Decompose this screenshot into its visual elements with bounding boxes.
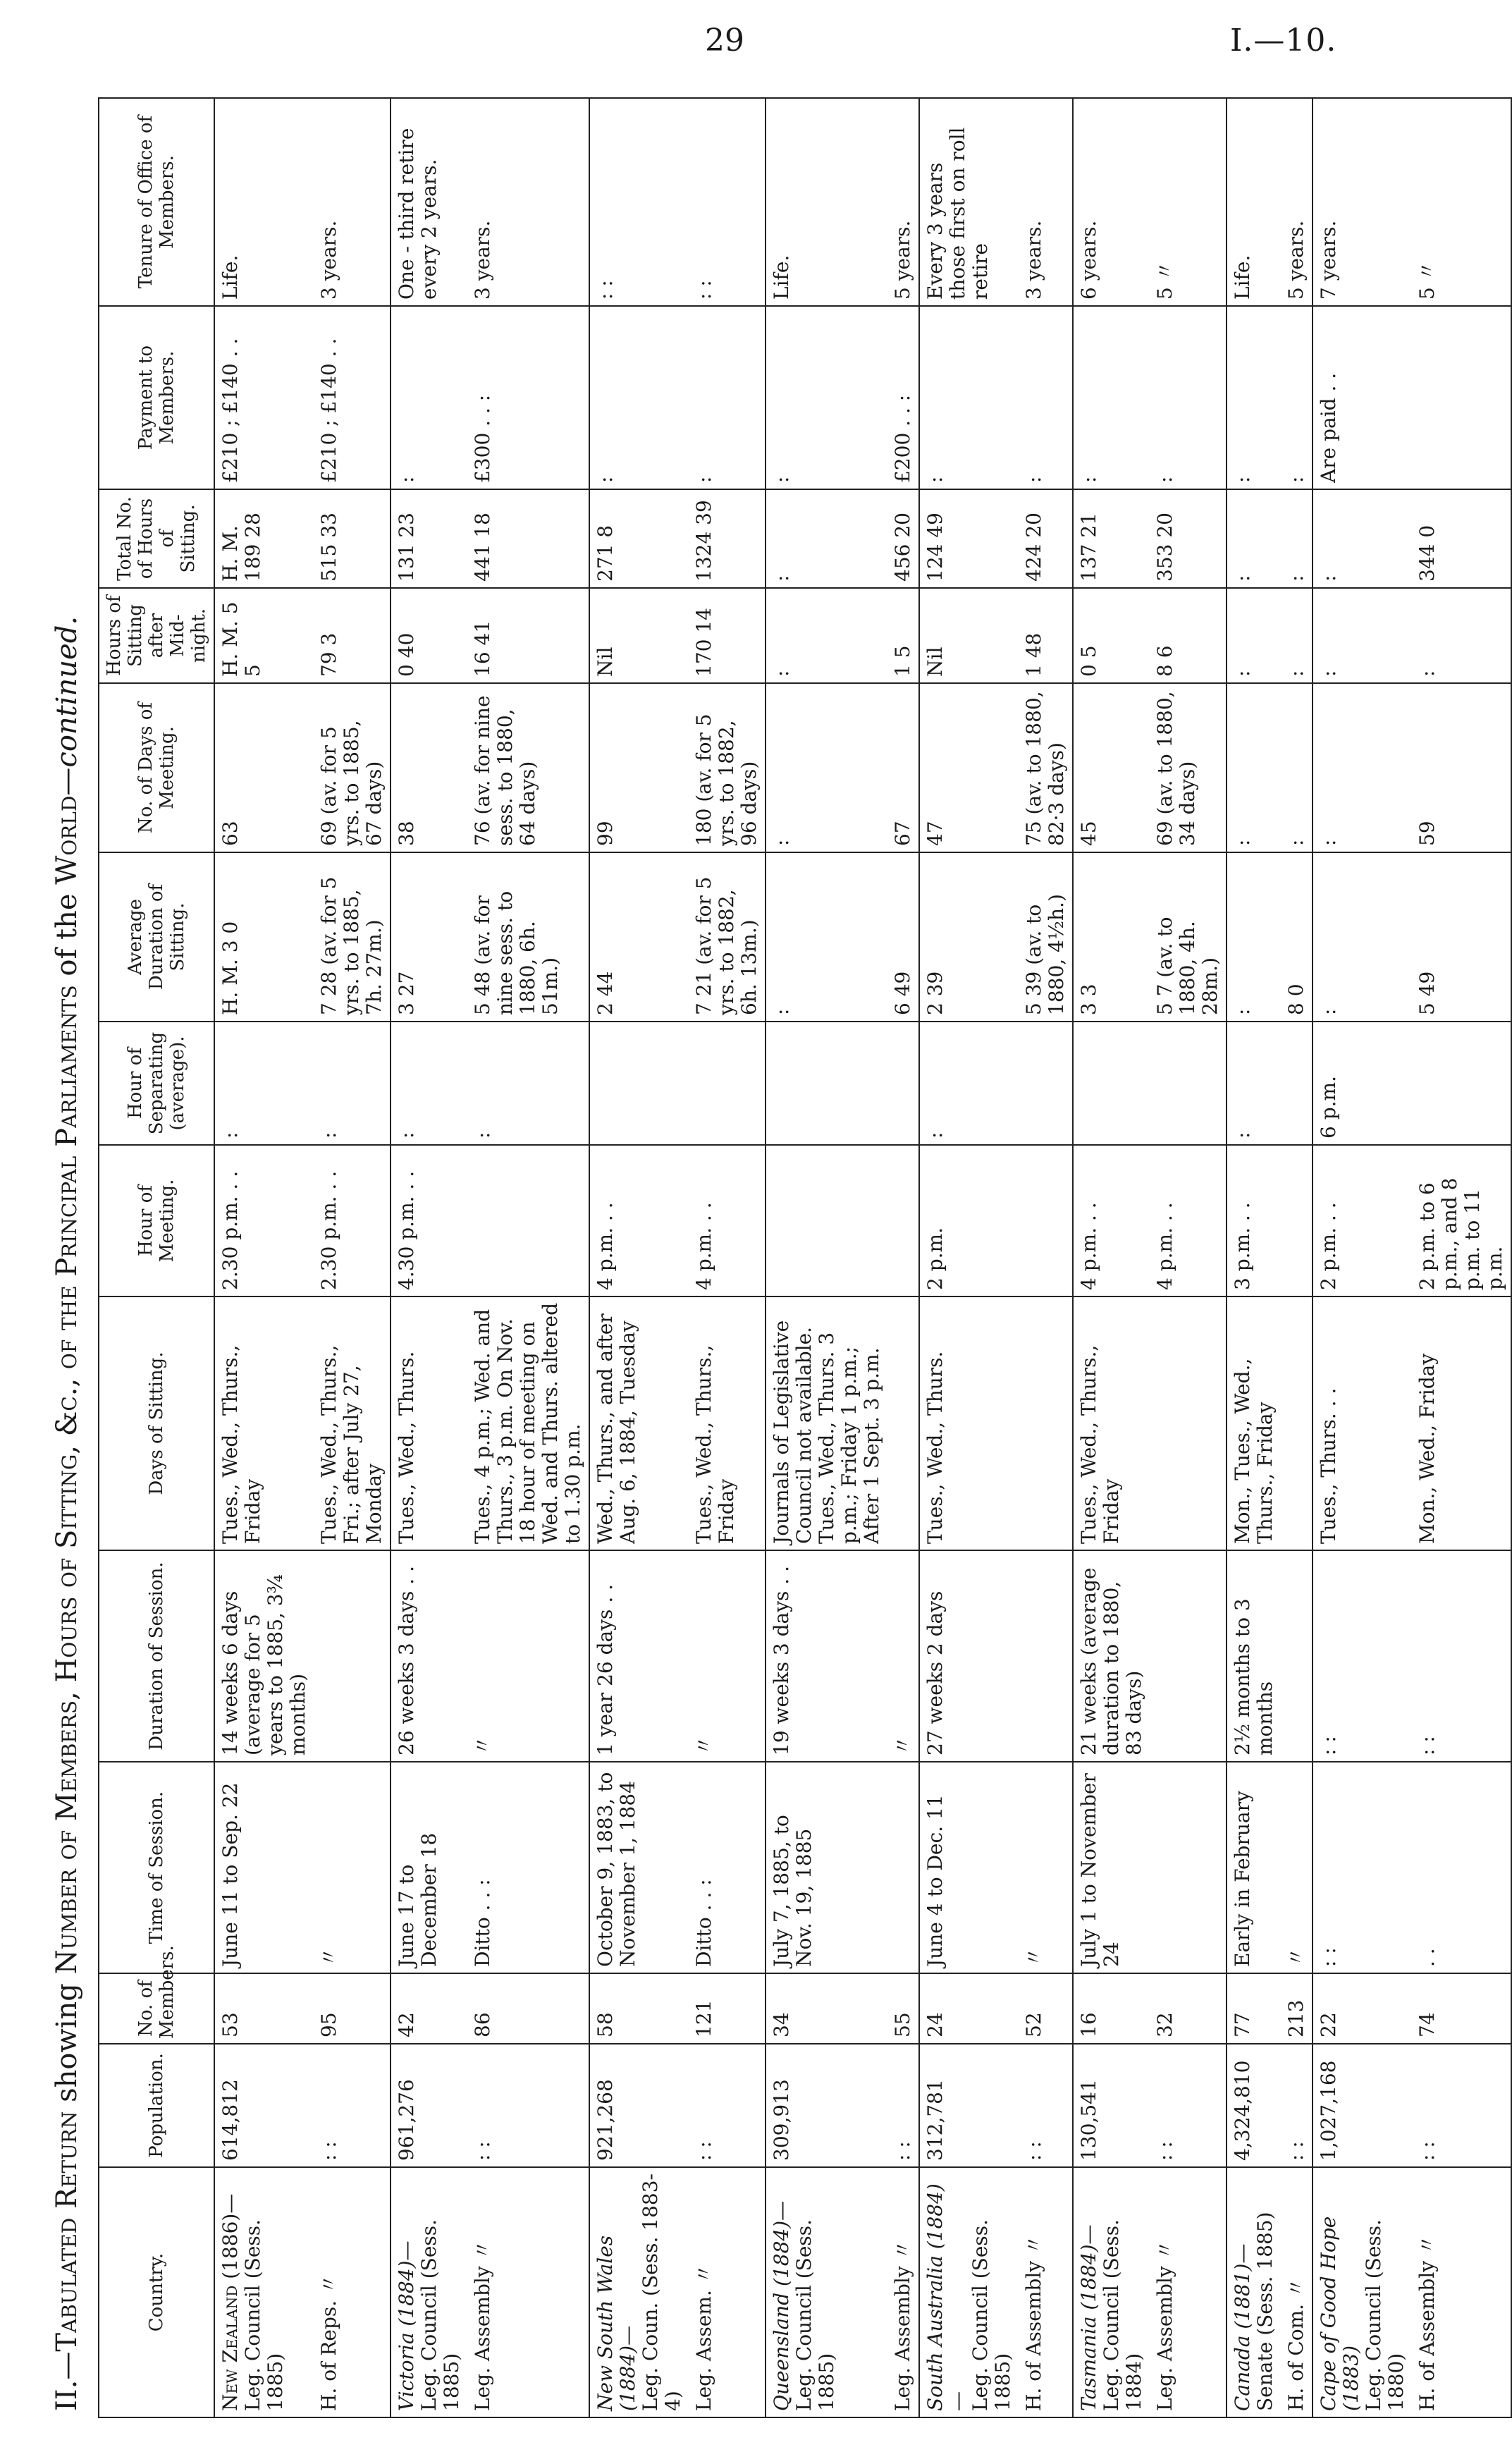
cell-total: 271 8 — [589, 489, 689, 588]
cell-duration — [1281, 1550, 1313, 1762]
table-row — [467, 98, 589, 2417]
cell-days: Mon., Wed., Friday — [1412, 1296, 1511, 1550]
cell-chamber — [1019, 2167, 1073, 2417]
cell-time: 〃 — [1019, 1762, 1073, 1973]
population-value: 1,027,168 — [1317, 2060, 1340, 2161]
cell-tenure: 3 years. — [1019, 98, 1073, 306]
cell-pay: : — [1227, 306, 1281, 489]
cell-pop — [1227, 2044, 1281, 2167]
cell-time — [887, 1762, 919, 1973]
table-row — [1073, 98, 1150, 2417]
cell-separating — [1073, 1022, 1150, 1145]
cell-members: 55 — [887, 1973, 919, 2044]
country-name: South Australia (1884)— — [923, 2183, 969, 2411]
cell-tenure: 5 〃 — [1150, 98, 1227, 306]
cell-after: H. M. 5 5 — [214, 588, 314, 683]
cell-days: Tues., Wed., Thurs., Friday — [1073, 1296, 1150, 1550]
cell-tenure: One - third retire every 2 years. — [391, 98, 467, 306]
cell-ndays: 63 — [214, 683, 314, 852]
cell-tenure: Life. — [214, 98, 314, 306]
cell-members: 53 — [214, 1973, 314, 2044]
cell-total: 424 20 — [1019, 489, 1073, 588]
cell-pop: : : — [1281, 2044, 1313, 2167]
cell-ndays: : — [1227, 683, 1281, 852]
cell-pop — [589, 2044, 689, 2167]
population-value: 4,324,810 — [1231, 2060, 1254, 2161]
col-hour-meeting: Hour of Meeting. — [99, 1145, 214, 1296]
cell-meeting: 4 p.m. . . — [1073, 1145, 1150, 1296]
population-value: 309,913 — [770, 2079, 793, 2161]
col-days-meeting: No. of Days of Meeting. — [99, 683, 214, 852]
cell-ndays: : — [1281, 683, 1313, 852]
chamber-name: Leg. Council (Sess. 1885) — [241, 2219, 287, 2411]
cell-days — [887, 1296, 919, 1550]
cell-duration: 14 weeks 6 days (average for 5 years to 1885, 3¾ months) — [214, 1550, 314, 1762]
cell-chamber — [689, 2167, 766, 2417]
cell-chamber — [391, 2167, 467, 2417]
table-title: II.—Tabulated Return showing Number of Members, Hours of Sitting, &c., of the Principal Parliaments of the World—continued. — [51, 615, 83, 2411]
cell-members: 74 — [1412, 1973, 1511, 2044]
country-name: Queensland (1884)— — [770, 2200, 793, 2411]
document-reference: I.—10. — [1230, 23, 1337, 59]
cell-after: 0 40 — [391, 588, 467, 683]
cell-avg: : — [1227, 852, 1281, 1022]
header-row — [99, 98, 214, 2417]
table-row — [1313, 98, 1412, 2417]
cell-members: 24 — [919, 1973, 1019, 2044]
cell-after: Nil — [589, 588, 689, 683]
cell-separating — [1281, 1022, 1313, 1145]
cell-ndays: 67 — [887, 683, 919, 852]
cell-chamber — [1412, 2167, 1511, 2417]
cell-ndays: 47 — [919, 683, 1019, 852]
cell-chamber — [589, 2167, 689, 2417]
cell-days — [1150, 1296, 1227, 1550]
cell-days — [1019, 1296, 1073, 1550]
cell-separating: 6 p.m. — [1313, 1022, 1412, 1145]
cell-duration — [1150, 1550, 1227, 1762]
cell-days: Tues., Wed., Thurs., Fri.; after July 27, Monday — [314, 1296, 391, 1550]
chamber-name: H. of Reps. 〃 — [317, 2274, 340, 2411]
cell-meeting — [467, 1145, 589, 1296]
cell-ndays: 69 (av. to 1880, 34 days) — [1150, 683, 1227, 852]
chamber-name: Leg. Assembly 〃 — [1153, 2240, 1176, 2411]
col-after-midnight: Hours of Sitting after Mid-night. — [99, 588, 214, 683]
cell-members: 95 — [314, 1973, 391, 2044]
cell-pop: : : — [314, 2044, 391, 2167]
parliaments-table — [98, 97, 1512, 2418]
cell-chamber — [1150, 2167, 1227, 2417]
cell-after: 1 5 — [887, 588, 919, 683]
table-row — [589, 98, 689, 2417]
cell-meeting: 4.30 p.m. . . — [391, 1145, 467, 1296]
table-row — [1281, 98, 1313, 2417]
chamber-name: Leg. Assem. 〃 — [692, 2264, 715, 2411]
cell-after: 170 14 — [689, 588, 766, 683]
cell-meeting: 2.30 p.m. . . — [214, 1145, 314, 1296]
rotated-table-region — [39, 99, 1506, 2418]
cell-avg: 3 27 — [391, 852, 467, 1022]
country-name: New Zealand (1886)— — [219, 2193, 242, 2411]
cell-separating — [766, 1022, 887, 1145]
cell-pop — [919, 2044, 1019, 2167]
cell-duration: 19 weeks 3 days . . — [766, 1550, 887, 1762]
table-body — [214, 98, 1511, 2417]
population-value: 312,781 — [923, 2079, 947, 2161]
chamber-name: Senate (Sess. 1885) — [1253, 2212, 1277, 2411]
chamber-name: Leg. Council (Sess. 1885) — [792, 2219, 838, 2411]
cell-tenure: 7 years. — [1313, 98, 1412, 306]
col-time-of-session: Time of Session. — [99, 1762, 214, 1973]
cell-separating: : — [1227, 1022, 1281, 1145]
cell-pay: £210 ; £140 . . — [314, 306, 391, 489]
cell-chamber — [766, 2167, 887, 2417]
cell-avg: 8 0 — [1281, 852, 1313, 1022]
cell-after: 8 6 — [1150, 588, 1227, 683]
cell-members: 58 — [589, 1973, 689, 2044]
cell-meeting: 2 p.m. . . — [1313, 1145, 1412, 1296]
cell-ndays: 38 — [391, 683, 467, 852]
cell-separating — [589, 1022, 689, 1145]
cell-after: 79 3 — [314, 588, 391, 683]
cell-meeting: 4 p.m. . . — [589, 1145, 689, 1296]
cell-time: 〃 — [314, 1762, 391, 1973]
cell-avg: : — [766, 852, 887, 1022]
cell-total: 456 20 — [887, 489, 919, 588]
cell-separating — [1150, 1022, 1227, 1145]
cell-after: : — [1313, 588, 1412, 683]
cell-time: June 4 to Dec. 11 — [919, 1762, 1019, 1973]
cell-duration — [1019, 1550, 1073, 1762]
cell-tenure: 3 years. — [467, 98, 589, 306]
col-days-of-sitting: Days of Sitting. — [99, 1296, 214, 1550]
col-population: Population. — [99, 2044, 214, 2167]
cell-pop — [1073, 2044, 1150, 2167]
cell-total: 441 18 — [467, 489, 589, 588]
cell-avg: 5 48 (av. for nine sess. to 1880, 6h. 51m.) — [467, 852, 589, 1022]
cell-tenure: 5 years. — [887, 98, 919, 306]
cell-after: : — [1412, 588, 1511, 683]
page-number: 29 — [705, 23, 744, 59]
cell-pay: : — [766, 306, 887, 489]
cell-meeting — [1019, 1145, 1073, 1296]
cell-pay: : — [1281, 306, 1313, 489]
cell-members: 22 — [1313, 1973, 1412, 2044]
cell-time: : : — [1313, 1762, 1412, 1973]
cell-time: July 7, 1885, to Nov. 19, 1885 — [766, 1762, 887, 1973]
table-row — [1412, 98, 1511, 2417]
cell-pop — [391, 2044, 467, 2167]
cell-separating: : — [214, 1022, 314, 1145]
cell-time: Ditto . . : — [467, 1762, 589, 1973]
cell-tenure: Life. — [766, 98, 887, 306]
cell-meeting: 2 p.m. to 6 p.m., and 8 p.m. to 11 p.m. — [1412, 1145, 1511, 1296]
page-header — [0, 0, 1490, 78]
cell-tenure: 5 〃 — [1412, 98, 1511, 306]
cell-duration: 21 weeks (average duration to 1880, 83 days) — [1073, 1550, 1150, 1762]
cell-pop: : : — [689, 2044, 766, 2167]
col-hour-separating: Hour of Separating (average). — [99, 1022, 214, 1145]
cell-total: 137 21 — [1073, 489, 1150, 588]
population-value: 961,276 — [395, 2079, 418, 2161]
cell-total: : — [1227, 489, 1281, 588]
table-row — [391, 98, 467, 2417]
cell-avg: 3 3 — [1073, 852, 1150, 1022]
cell-duration: 26 weeks 3 days . . — [391, 1550, 467, 1762]
cell-days — [1281, 1296, 1313, 1550]
cell-members: 42 — [391, 1973, 467, 2044]
chamber-name: Leg. Coun. (Sess. 1883-4) — [639, 2174, 684, 2411]
cell-duration: 2½ months to 3 months — [1227, 1550, 1281, 1762]
cell-duration: 1 year 26 days . . — [589, 1550, 689, 1762]
cell-pay — [1412, 306, 1511, 489]
cell-time: June 17 to December 18 — [391, 1762, 467, 1973]
cell-avg: 7 28 (av. for 5 yrs. to 1885, 7h. 27m.) — [314, 852, 391, 1022]
cell-days: Tues., Wed., Thurs. — [919, 1296, 1019, 1550]
table-row — [919, 98, 1019, 2417]
col-average-duration: Average Duration of Sitting. — [99, 852, 214, 1022]
cell-chamber — [919, 2167, 1019, 2417]
cell-avg: 2 44 — [589, 852, 689, 1022]
cell-days: Wed., Thurs., and after Aug. 6, 1884, Tuesday — [589, 1296, 689, 1550]
cell-ndays: 75 (av. to 1880, 82·3 days) — [1019, 683, 1073, 852]
cell-ndays: 59 — [1412, 683, 1511, 852]
cell-total: 124 49 — [919, 489, 1019, 588]
cell-ndays: : — [766, 683, 887, 852]
cell-ndays: 76 (av. for nine sess. to 1880, 64 days) — [467, 683, 589, 852]
cell-avg: 7 21 (av. for 5 yrs. to 1882, 6h. 13m.) — [689, 852, 766, 1022]
cell-members: 34 — [766, 1973, 887, 2044]
cell-separating — [1019, 1022, 1073, 1145]
cell-ndays: 45 — [1073, 683, 1150, 852]
cell-days: Tues., Wed., Thurs., Friday — [689, 1296, 766, 1550]
population-value: 921,268 — [594, 2079, 617, 2161]
cell-ndays: 180 (av. for 5 yrs. to 1882, 96 days) — [689, 683, 766, 852]
country-name: Tasmania (1884)— — [1077, 2224, 1100, 2411]
cell-pop — [214, 2044, 314, 2167]
cell-time: July 1 to November 24 — [1073, 1762, 1150, 1973]
cell-duration: 〃 — [689, 1550, 766, 1762]
cell-total: H. M. 189 28 — [214, 489, 314, 588]
cell-chamber — [1313, 2167, 1412, 2417]
cell-after: Nil — [919, 588, 1019, 683]
chamber-name: Leg. Assembly 〃 — [891, 2240, 914, 2411]
cell-days: Journals of Legislative Council not available. Tues., Wed., Thurs. 3 p.m.; Friday 1 p.m.; After 1 Sept. 3 p.m. — [766, 1296, 887, 1550]
cell-tenure: : : — [589, 98, 689, 306]
cell-after: 1 48 — [1019, 588, 1073, 683]
cell-chamber — [1073, 2167, 1150, 2417]
cell-tenure: : : — [689, 98, 766, 306]
table-row — [887, 98, 919, 2417]
cell-total: 515 33 — [314, 489, 391, 588]
cell-meeting: 4 p.m. . . — [689, 1145, 766, 1296]
rotated-content — [39, 99, 1506, 2418]
col-members: No. of Members. — [99, 1973, 214, 2044]
table-row — [1150, 98, 1227, 2417]
chamber-name: Leg. Council (Sess. 1884) — [1100, 2219, 1145, 2411]
cell-avg: 5 7 (av. to 1880, 4h. 28m.) — [1150, 852, 1227, 1022]
cell-pop: : : — [1150, 2044, 1227, 2167]
table-row — [689, 98, 766, 2417]
cell-tenure: 6 years. — [1073, 98, 1150, 306]
cell-separating: : — [919, 1022, 1019, 1145]
cell-meeting: 2 p.m. — [919, 1145, 1019, 1296]
cell-chamber — [467, 2167, 589, 2417]
cell-pay: Are paid . . — [1313, 306, 1412, 489]
table-row — [1019, 98, 1073, 2417]
cell-ndays: 69 (av. for 5 yrs. to 1885, 67 days) — [314, 683, 391, 852]
cell-pay: : — [589, 306, 689, 489]
cell-separating: : — [391, 1022, 467, 1145]
cell-meeting — [1281, 1145, 1313, 1296]
cell-members: 213 — [1281, 1973, 1313, 2044]
cell-pop: : : — [467, 2044, 589, 2167]
table-row — [214, 98, 314, 2417]
cell-chamber — [214, 2167, 314, 2417]
cell-time: 〃 — [1281, 1762, 1313, 1973]
cell-pay: £210 ; £140 . . — [214, 306, 314, 489]
cell-avg: 5 49 — [1412, 852, 1511, 1022]
cell-time — [1150, 1762, 1227, 1973]
cell-avg: 6 49 — [887, 852, 919, 1022]
cell-pop — [1313, 2044, 1412, 2167]
table-row — [314, 98, 391, 2417]
country-name: Canada (1881)— — [1231, 2243, 1254, 2411]
cell-meeting: 3 p.m. . . — [1227, 1145, 1281, 1296]
cell-duration: 〃 — [467, 1550, 589, 1762]
cell-after: 16 41 — [467, 588, 589, 683]
col-country: Country. — [99, 2167, 214, 2417]
chamber-name: Leg. Council (Sess. 1880) — [1362, 2219, 1408, 2411]
chamber-name: Leg. Council (Sess. 1885) — [417, 2219, 463, 2411]
cell-duration: 〃 — [887, 1550, 919, 1762]
cell-meeting: 2.30 p.m. . . — [314, 1145, 391, 1296]
cell-pay: : — [919, 306, 1019, 489]
cell-tenure: 3 years. — [314, 98, 391, 306]
cell-pop: : : — [1019, 2044, 1073, 2167]
cell-days: Mon., Tues., Wed., Thurs., Friday — [1227, 1296, 1281, 1550]
cell-total: : — [766, 489, 887, 588]
cell-total: : — [1281, 489, 1313, 588]
cell-pop: : : — [887, 2044, 919, 2167]
cell-days: Tues., Thurs. . . — [1313, 1296, 1412, 1550]
col-payment: Payment to Members. — [99, 306, 214, 489]
cell-avg: H. M. 3 0 — [214, 852, 314, 1022]
cell-ndays: : — [1313, 683, 1412, 852]
cell-time: Ditto . . : — [689, 1762, 766, 1973]
table-row — [766, 98, 887, 2417]
cell-pay: : — [1150, 306, 1227, 489]
cell-separating — [1412, 1022, 1511, 1145]
chamber-name: H. of Com. 〃 — [1284, 2278, 1308, 2411]
cell-total: 353 20 — [1150, 489, 1227, 588]
col-tenure: Tenure of Office of Members. — [99, 98, 214, 306]
cell-pay: : — [1073, 306, 1150, 489]
cell-tenure: Every 3 years those first on roll retire — [919, 98, 1019, 306]
chamber-name: Leg. Assembly 〃 — [471, 2240, 494, 2411]
cell-duration: 27 weeks 2 days — [919, 1550, 1019, 1762]
col-duration: Duration of Session. — [99, 1550, 214, 1762]
cell-chamber — [1227, 2167, 1281, 2417]
cell-meeting — [766, 1145, 887, 1296]
cell-days: Tues., Wed., Thurs. — [391, 1296, 467, 1550]
cell-pay: : — [391, 306, 467, 489]
cell-after: : — [1281, 588, 1313, 683]
cell-time: June 11 to Sep. 22 — [214, 1762, 314, 1973]
cell-pay: : — [689, 306, 766, 489]
cell-meeting: 4 p.m. . . — [1150, 1145, 1227, 1296]
cell-separating: : — [314, 1022, 391, 1145]
cell-members: 52 — [1019, 1973, 1073, 2044]
cell-members: 86 — [467, 1973, 589, 2044]
country-name: Cape of Good Hope (1883) — [1317, 2216, 1363, 2411]
cell-meeting — [887, 1145, 919, 1296]
cell-total: : — [1313, 489, 1412, 588]
cell-days: Tues., Wed., Thurs., Friday — [214, 1296, 314, 1550]
chamber-name: H. of Assembly 〃 — [1415, 2234, 1439, 2411]
cell-pay: £300 . . : — [467, 306, 589, 489]
cell-after: 0 5 — [1073, 588, 1150, 683]
cell-total: 131 23 — [391, 489, 467, 588]
cell-members: 77 — [1227, 1973, 1281, 2044]
cell-time: October 9, 1883, to November 1, 1884 — [589, 1762, 689, 1973]
cell-duration — [314, 1550, 391, 1762]
cell-pop: : : — [1412, 2044, 1511, 2167]
cell-separating — [887, 1022, 919, 1145]
table-row — [1227, 98, 1281, 2417]
cell-pay: £200 . . : — [887, 306, 919, 489]
cell-avg: 5 39 (av. to 1880, 4½h.) — [1019, 852, 1073, 1022]
country-name: Victoria (1884)— — [395, 2240, 418, 2411]
cell-total: 1324 39 — [689, 489, 766, 588]
country-name: New South Wales (1884)— — [594, 2235, 639, 2411]
cell-duration: : : — [1412, 1550, 1511, 1762]
cell-separating: : — [467, 1022, 589, 1145]
cell-total: 344 0 — [1412, 489, 1511, 588]
cell-tenure: 5 years. — [1281, 98, 1313, 306]
cell-avg: 2 39 — [919, 852, 1019, 1022]
cell-members: 16 — [1073, 1973, 1150, 2044]
chamber-name: H. of Assembly 〃 — [1022, 2234, 1045, 2411]
cell-chamber — [887, 2167, 919, 2417]
cell-chamber — [314, 2167, 391, 2417]
chamber-name: Leg. Council (Sess. 1885) — [969, 2219, 1014, 2411]
cell-after: : — [1227, 588, 1281, 683]
cell-days: Tues., 4 p.m.; Wed. and Thurs., 3 p.m. On Nov. 18 hour of meeting on Wed. and Thurs. altered to 1.30 p.m. — [467, 1296, 589, 1550]
cell-chamber — [1281, 2167, 1313, 2417]
col-total-hours: Total No. of Hours of Sitting. — [99, 489, 214, 588]
cell-members: 32 — [1150, 1973, 1227, 2044]
cell-time: Early in February — [1227, 1762, 1281, 1973]
cell-time: . . — [1412, 1762, 1511, 1973]
cell-pop — [766, 2044, 887, 2167]
cell-ndays: 99 — [589, 683, 689, 852]
cell-duration: : : — [1313, 1550, 1412, 1762]
cell-separating — [689, 1022, 766, 1145]
cell-pay: : — [1019, 306, 1073, 489]
cell-members: 121 — [689, 1973, 766, 2044]
cell-avg: : — [1313, 852, 1412, 1022]
population-value: 614,812 — [219, 2079, 242, 2161]
population-value: 130,541 — [1077, 2079, 1100, 2161]
cell-tenure: Life. — [1227, 98, 1281, 306]
cell-after: : — [766, 588, 887, 683]
